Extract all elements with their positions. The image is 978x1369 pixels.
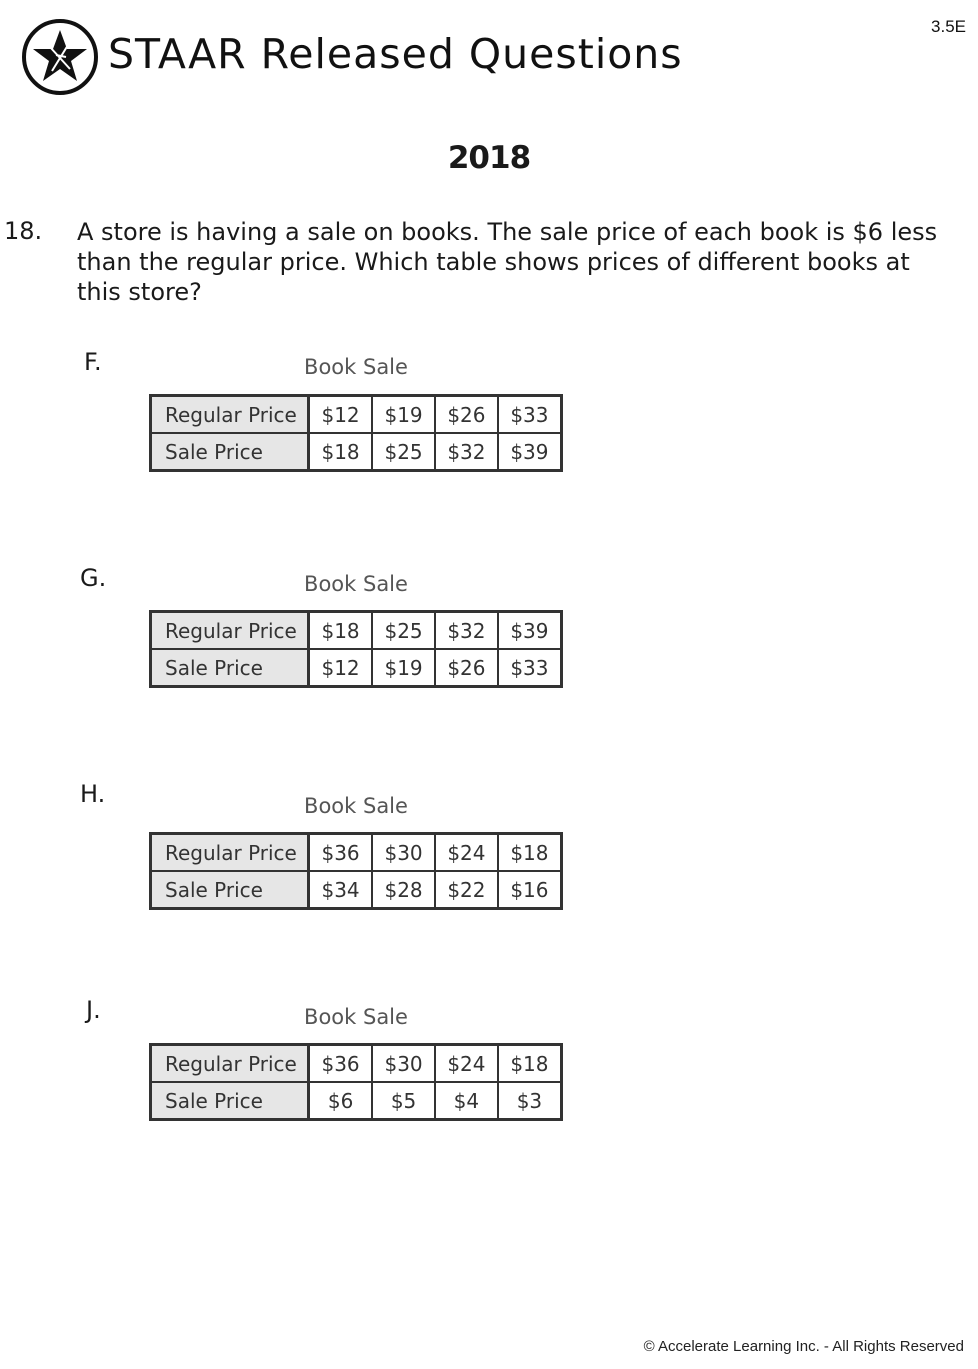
row-header: Sale Price xyxy=(151,1082,309,1120)
table-cell: $4 xyxy=(435,1082,498,1120)
table-cell: $33 xyxy=(498,396,562,434)
table-cell: $39 xyxy=(498,612,562,650)
copyright-footer: © Accelerate Learning Inc. - All Rights Reserved xyxy=(643,1338,964,1355)
row-header: Sale Price xyxy=(151,649,309,687)
table-cell: $12 xyxy=(309,396,373,434)
table-cell: $18 xyxy=(309,612,373,650)
option-letter-j: J. xyxy=(86,996,101,1024)
table-cell: $26 xyxy=(435,396,498,434)
row-header: Sale Price xyxy=(151,433,309,471)
option-letter-g: G. xyxy=(80,564,107,592)
option-h-table-title: Book Sale xyxy=(304,794,408,818)
option-j-table-title: Book Sale xyxy=(304,1005,408,1029)
page-title: STAAR Released Questions xyxy=(108,30,683,78)
table-row xyxy=(151,1045,562,1083)
option-g-table xyxy=(149,610,563,688)
table-cell: $19 xyxy=(372,396,435,434)
question-text: A store is having a sale on books. The sale price of each book is $6 less than the regular price. Which table shows prices of different books at this store? xyxy=(77,218,938,306)
table-cell: $22 xyxy=(435,871,498,909)
year-heading: 2018 xyxy=(447,140,531,176)
table-cell: $39 xyxy=(498,433,562,471)
table-cell: $3 xyxy=(498,1082,562,1120)
table-cell: $12 xyxy=(309,649,373,687)
table-row xyxy=(151,433,562,471)
option-f-table xyxy=(149,394,563,472)
table-row xyxy=(151,871,562,909)
table-cell: $36 xyxy=(309,1045,373,1083)
table-cell: $34 xyxy=(309,871,373,909)
table-cell: $18 xyxy=(498,1045,562,1083)
table-row xyxy=(151,834,562,872)
standard-code: 3.5E xyxy=(931,17,966,36)
table-cell: $19 xyxy=(372,649,435,687)
option-letter-f: F. xyxy=(84,348,102,376)
table-cell: $32 xyxy=(435,612,498,650)
option-f-table-title: Book Sale xyxy=(304,355,408,379)
table-row xyxy=(151,649,562,687)
table-cell: $33 xyxy=(498,649,562,687)
option-g-table-title: Book Sale xyxy=(304,572,408,596)
row-header: Regular Price xyxy=(151,834,309,872)
table-cell: $16 xyxy=(498,871,562,909)
row-header: Regular Price xyxy=(151,612,309,650)
question-number: 18. xyxy=(4,217,43,245)
table-cell: $36 xyxy=(309,834,373,872)
table-row xyxy=(151,396,562,434)
table-cell: $24 xyxy=(435,1045,498,1083)
table-cell: $25 xyxy=(372,612,435,650)
option-j-table xyxy=(149,1043,563,1121)
table-cell: $24 xyxy=(435,834,498,872)
table-row xyxy=(151,1082,562,1120)
option-h-table xyxy=(149,832,563,910)
table-cell: $5 xyxy=(372,1082,435,1120)
table-cell: $30 xyxy=(372,834,435,872)
table-row xyxy=(151,612,562,650)
table-cell: $30 xyxy=(372,1045,435,1083)
table-cell: $6 xyxy=(309,1082,373,1120)
star-circle-logo-icon xyxy=(20,17,100,97)
row-header: Sale Price xyxy=(151,871,309,909)
table-cell: $18 xyxy=(309,433,373,471)
option-letter-h: H. xyxy=(80,780,106,808)
table-cell: $18 xyxy=(498,834,562,872)
table-cell: $28 xyxy=(372,871,435,909)
row-header: Regular Price xyxy=(151,1045,309,1083)
table-cell: $26 xyxy=(435,649,498,687)
row-header: Regular Price xyxy=(151,396,309,434)
table-cell: $25 xyxy=(372,433,435,471)
table-cell: $32 xyxy=(435,433,498,471)
